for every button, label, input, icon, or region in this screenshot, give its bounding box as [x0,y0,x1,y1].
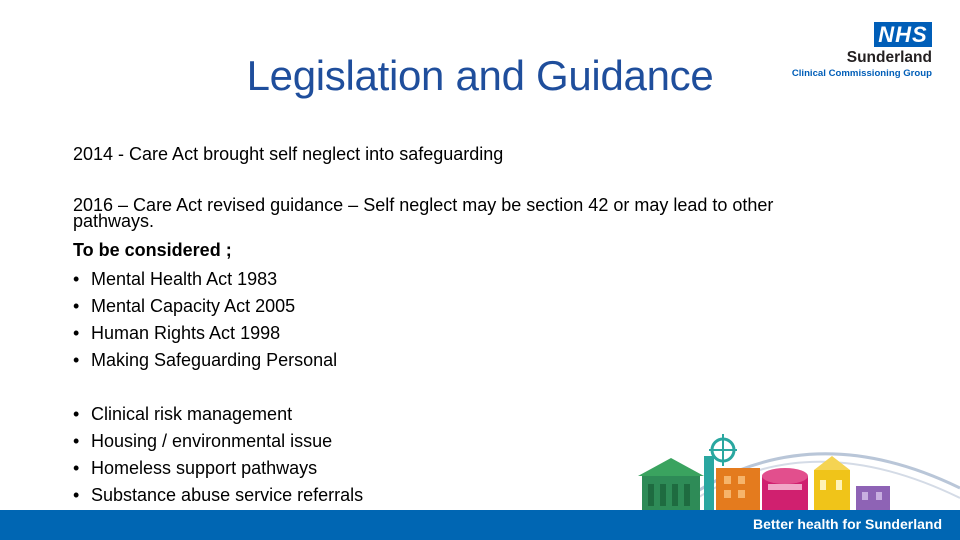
list-item: • Substance abuse service referrals [73,482,873,509]
list-item: • Homeless support pathways [73,455,873,482]
list-item: • Mental Capacity Act 2005 [73,293,873,320]
paragraph-2016-line-1: 2016 – Care Act revised guidance – Self neglect may be section 42 or may lead to other [73,195,774,215]
sunderland-skyline-illustration [630,428,960,510]
paragraph-2014: 2014 - Care Act brought self neglect into safeguarding [73,144,504,164]
slide-title: Legislation and Guidance [246,52,714,99]
paragraph-2016 [73,197,873,229]
footer-bar [0,510,960,540]
logo-place-name: Sunderland [846,49,932,66]
considered-heading: To be considered ; [73,240,232,260]
paragraph-2016-line-2: pathways. [73,211,155,231]
nhs-sunderland-ccg-logo [782,22,932,84]
logo-org-name: Clinical Commissioning Group [791,68,932,79]
list-item: • Making Safeguarding Personal [73,347,873,374]
list-item: • Mental Health Act 1983 [73,266,873,293]
nhs-logo-box: NHS [874,22,932,47]
list-item: • Clinical risk management [73,401,873,428]
legislation-list [73,266,873,374]
list-item: • Housing / environmental issue [73,428,873,455]
list-item: • Human Rights Act 1998 [73,320,873,347]
footer-tagline: Better health for Sunderland [752,516,942,532]
